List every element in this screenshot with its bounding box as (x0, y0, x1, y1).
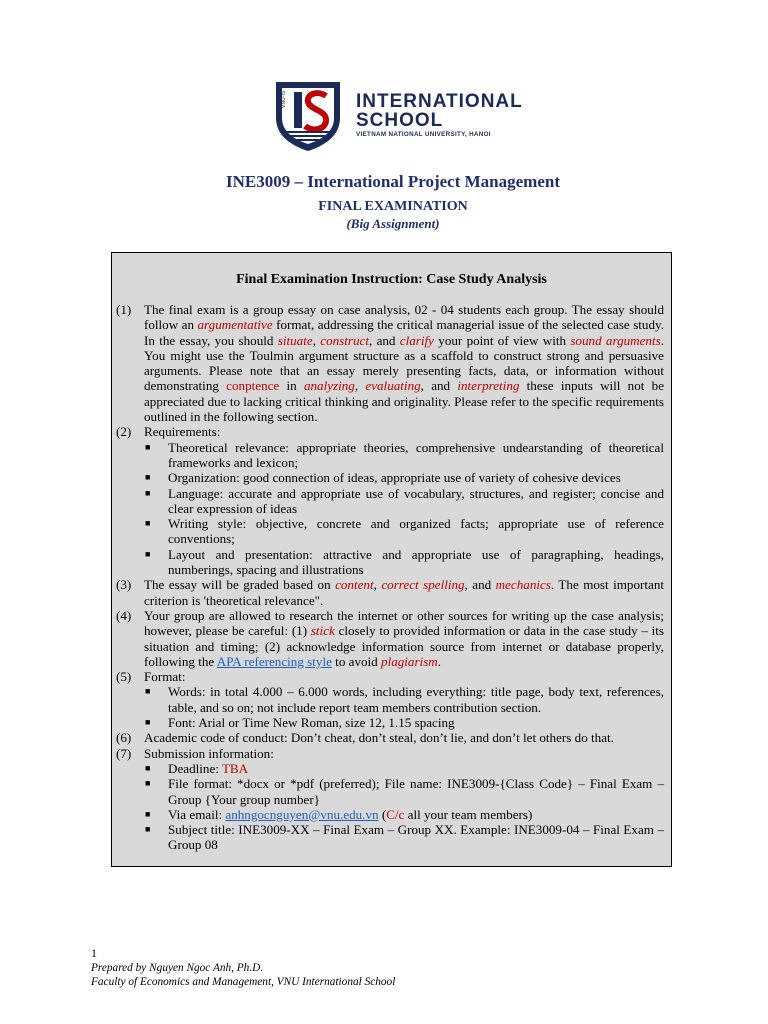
instruction-list (116, 302, 664, 853)
bullet-item: ■ Via email: anhngocnguyen@vnu.edu.vn (C/c all your team members) (145, 806, 533, 822)
apa-style-link[interactable]: APA referencing style (216, 653, 332, 669)
box-title: Final Examination Instruction: Case Study Analysis (236, 272, 547, 287)
item-number: (5) (116, 669, 132, 685)
footer-faculty: Faculty of Economics and Management, VNU International School (91, 976, 396, 988)
item-number: (3) (116, 577, 132, 593)
instruction-box (111, 252, 672, 867)
logo-line2: SCHOOL (356, 110, 444, 131)
item-number: (1) (116, 302, 132, 317)
exam-title: FINAL EXAMINATION (318, 199, 468, 214)
bullet-item: ■ Words: in total 4.000 – 6.000 words, including everything: title page, body text, references, table, and so on; not include report team members contribution section. (145, 684, 664, 715)
footer (91, 961, 395, 989)
bullet-icon: ■ (145, 717, 151, 728)
item-text: The final exam is a group essay on case analysis, 02 - 04 students each group. The essay should follow an argumentative format, addressing the critical managerial issue of the selected case study. In the essay, you should situate, construct, and clarify your point of view with sound arguments. You might use the Toulmin argument structure as a scaffold to construct strong and persuasive arguments. Please note that an essay merely presenting facts, data, or information without demonstrating conptence in analyzing, evaluating, and interpreting these inputs will not be appreciated due to lacking critical thinking and originality. Please refer to the specific requirements outlined in the following section. (144, 302, 665, 425)
instruction-item-4 (116, 608, 664, 669)
logo-line1: INTERNATIONAL (356, 91, 523, 112)
school-wordmark (356, 92, 523, 138)
item-number: (7) (116, 745, 132, 761)
bullet-icon: ■ (145, 824, 151, 835)
bullet-item: ■ File format: *docx or *pdf (preferred); File name: INE3009-{Class Code} – Final Exam – Group {Your group number} (145, 776, 664, 807)
deadline-value: TBA (221, 760, 249, 776)
email-link[interactable]: anhngocnguyen@vnu.edu.vn (225, 806, 379, 822)
instruction-item-1 (116, 302, 664, 424)
item-number: (2) (116, 424, 132, 440)
shield-icon (274, 80, 344, 152)
item-text: Your group are allowed to research the internet or other sources for writing up the case analysis; however, please be careful: (1) stick closely to provided information or data in the case study – its situation and timing; (2) acknowledge information source from internet or database properly, following the APA referencing style to avoid plagiarism. (144, 607, 665, 669)
instruction-item-2 (116, 424, 664, 577)
item-number: (6) (116, 730, 132, 746)
bullet-icon: ■ (145, 762, 151, 773)
page-number: 1 (91, 946, 97, 960)
bullet-icon: ■ (145, 472, 151, 483)
bullet-item: ■ Writing style: objective, concrete and organized facts; appropriate use of reference conventions; (145, 516, 664, 547)
bullet-icon: ■ (145, 686, 151, 697)
bullet-icon: ■ (145, 778, 151, 789)
bullet-item: ■ Theoretical relevance: appropriate theories, comprehensive undearstanding of theoretical frameworks and lexicon; (145, 439, 664, 470)
bullet-item: ■ Subject title: INE3009-XX – Final Exam – Group XX. Example: INE3009-04 – Final Exam – Group 08 (145, 822, 664, 853)
item-text: Academic code of conduct: Don’t cheat, don’t steal, don’t lie, and don’t let others do that. (144, 730, 614, 746)
instruction-item-3 (116, 577, 664, 608)
bullet-icon: ■ (145, 441, 151, 452)
item-label: Submission information: (144, 745, 274, 761)
bullet-icon: ■ (145, 518, 151, 529)
logo-line3: VIETNAM NATIONAL UNIVERSITY, HANOI (356, 131, 491, 138)
item-label: Format: (144, 669, 186, 685)
bullet-item: ■ Language: accurate and appropriate use of vocabulary, structures, and register; concise and clear expression of ideas (145, 485, 664, 516)
instruction-item-7 (116, 746, 664, 853)
item-label: Requirements: (144, 424, 221, 440)
instruction-item-6 (116, 730, 664, 745)
bullet-item: ■ Layout and presentation: attractive and appropriate use of paragraphing, headings, numberings, spacing and illustrations (145, 546, 664, 578)
footer-author: Prepared by Nguyen Ngoc Anh, Ph.D. (91, 962, 264, 974)
bullet-icon: ■ (145, 487, 151, 498)
course-title: INE3009 – International Project Management (226, 172, 560, 191)
bullet-item: ■ Deadline: TBA (145, 760, 249, 776)
bullet-icon: ■ (145, 548, 151, 559)
exam-subtitle: (Big Assignment) (346, 216, 440, 231)
item-text: The essay will be graded based on content, correct spelling, and mechanics. The most important criterion is 'theoretical relevance". (144, 577, 665, 608)
bullet-icon: ■ (145, 808, 151, 819)
item-number: (4) (116, 607, 132, 623)
instruction-item-5 (116, 669, 664, 730)
bullet-item: ■ Organization: good connection of ideas, appropriate use of variety of cohesive devices (145, 470, 621, 486)
logo-side-text: VNU-IS (281, 90, 287, 108)
bullet-item: ■ Font: Arial or Time New Roman, size 12, 1.15 spacing (145, 715, 455, 731)
